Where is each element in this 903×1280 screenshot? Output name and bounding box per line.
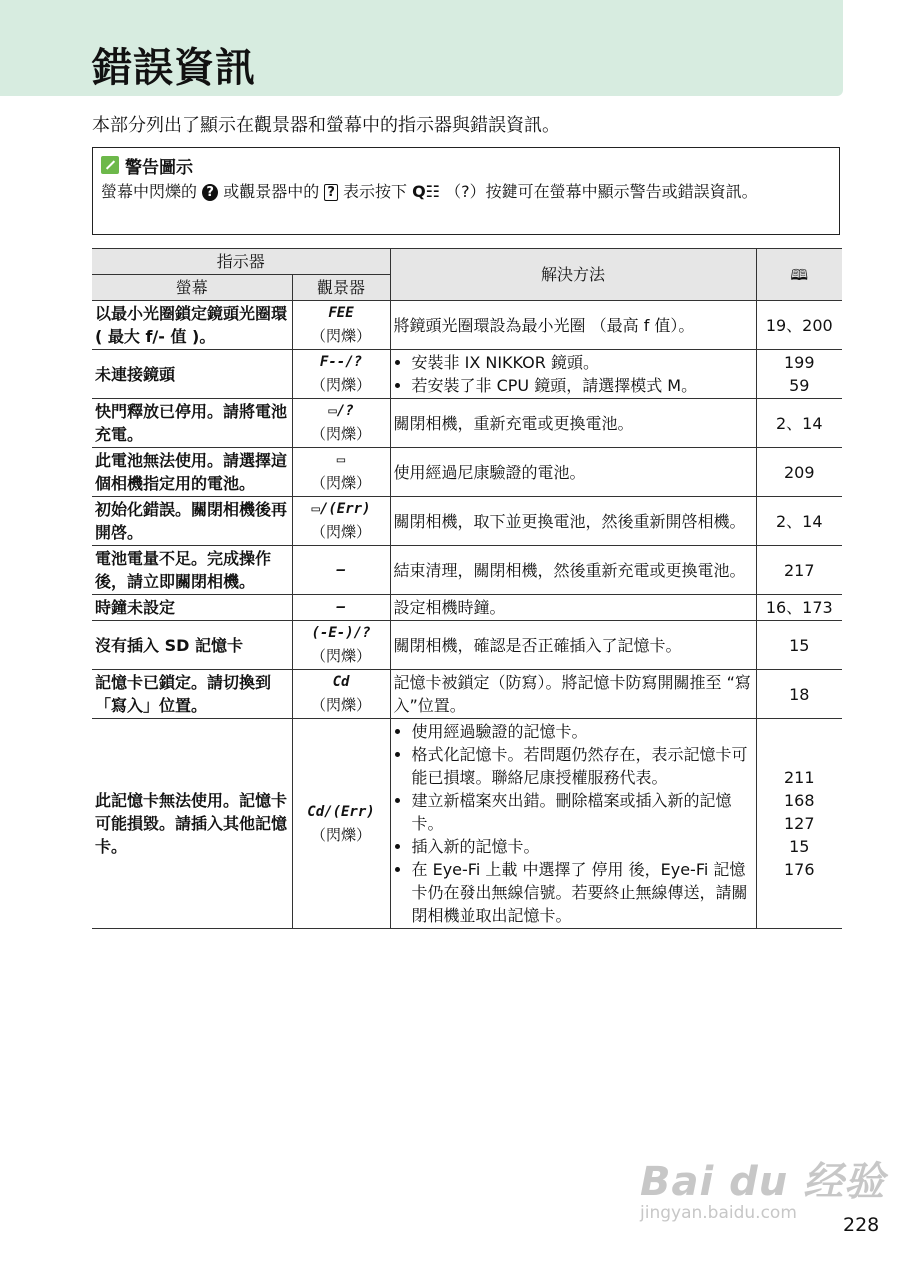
solution-cell: 結束清理，關閉相機，然後重新充電或更換電池。 xyxy=(390,546,756,595)
watermark-url: jingyan.baidu.com xyxy=(640,1203,797,1223)
blink-label: （閃爍） xyxy=(311,523,372,541)
page-number: 228 xyxy=(843,1214,880,1236)
solution-cell: 關閉相機，取下並更換電池，然後重新開啓相機。 xyxy=(390,497,756,546)
help-box-icon: ? xyxy=(324,184,338,201)
viewfinder-indicator xyxy=(292,350,390,399)
blink-label: （閃爍） xyxy=(311,474,372,492)
blink-label: （閃爍） xyxy=(311,425,372,443)
notice-text: （?）按鍵可在螢幕中顯示警告或錯誤資訊。 xyxy=(445,182,758,201)
screen-message: 未連接鏡頭 xyxy=(92,350,292,399)
page-reference xyxy=(756,719,842,929)
screen-message: 此記憶卡無法使用。記憶卡可能損毀。請插入其他記憶卡。 xyxy=(92,719,292,929)
solution-cell: 使用經過尼康驗證的電池。 xyxy=(390,448,756,497)
viewfinder-indicator xyxy=(292,497,390,546)
viewfinder-code: (-E-)/? xyxy=(311,625,371,641)
solution-cell: 將鏡頭光圈環設為最小光圈 （最高 f 值）。 xyxy=(390,301,756,350)
solution-item: • 建立新檔案夾出錯。刪除檔案或插入新的記憶卡。 xyxy=(412,789,753,835)
page-reference: 19、200 xyxy=(756,301,842,350)
solution-cell: 關閉相機，重新充電或更換電池。 xyxy=(390,399,756,448)
solution-cell xyxy=(390,719,756,929)
screen-message: 快門釋放已停用。請將電池充電。 xyxy=(92,399,292,448)
header-indicator: 指示器 xyxy=(92,249,390,275)
viewfinder-code: FEE xyxy=(328,305,354,321)
screen-message: 初始化錯誤。關閉相機後再開啓。 xyxy=(92,497,292,546)
screen-message: 記憶卡已鎖定。請切換到「寫入」位置。 xyxy=(92,670,292,719)
viewfinder-code: ▭ xyxy=(336,452,346,468)
page-ref-item: 211 xyxy=(783,768,815,787)
error-table xyxy=(92,248,842,929)
viewfinder-code: — xyxy=(336,561,346,578)
solution-cell: 記憶卡被鎖定（防寫）。將記憶卡防寫開關推至 “寫入”位置。 xyxy=(390,670,756,719)
viewfinder-code: — xyxy=(336,599,346,615)
zoom-button-icon: Q☷ xyxy=(412,182,441,201)
page-ref-item: 168 xyxy=(783,791,815,810)
table-row xyxy=(92,546,842,595)
table-row xyxy=(92,448,842,497)
page-reference xyxy=(756,350,842,399)
solution-item: • 在 Eye-Fi 上載 中選擇了 停用 後，Eye-Fi 記憶卡仍在發出無線信號。若要終止無線傳送，請關閉相機並取出記憶卡。 xyxy=(412,858,753,927)
screen-message: 沒有插入 SD 記憶卡 xyxy=(92,621,292,670)
blink-label: （閃爍） xyxy=(311,696,372,714)
page-ref-item: 127 xyxy=(783,814,815,833)
table-header-row xyxy=(92,249,842,275)
page-reference: 15 xyxy=(756,621,842,670)
viewfinder-indicator xyxy=(292,670,390,719)
solution-cell: 設定相機時鐘。 xyxy=(390,595,756,621)
page-reference: 217 xyxy=(756,546,842,595)
table-row xyxy=(92,301,842,350)
notice-heading xyxy=(101,153,831,177)
header-solution: 解決方法 xyxy=(390,249,756,301)
notice-text: 表示按下 xyxy=(342,182,407,201)
header-page-icon xyxy=(756,249,842,301)
header-screen: 螢幕 xyxy=(92,275,292,301)
table-row xyxy=(92,621,842,670)
watermark-logo: Bai du 经验 xyxy=(640,1159,886,1205)
page-reference: 2、14 xyxy=(756,399,842,448)
viewfinder-indicator xyxy=(292,301,390,350)
notice-text: 或觀景器中的 xyxy=(223,182,320,201)
viewfinder-code: F--/? xyxy=(319,354,363,370)
page-title: 錯誤資訊 xyxy=(92,45,256,91)
blink-label: （閃爍） xyxy=(311,327,372,345)
solution-item: • 安裝非 IX NIKKOR 鏡頭。 xyxy=(412,351,753,374)
solution-item: • 使用經過驗證的記憶卡。 xyxy=(412,720,753,743)
solution-cell: 關閉相機，確認是否正確插入了記憶卡。 xyxy=(390,621,756,670)
table-row xyxy=(92,595,842,621)
help-circle-icon: ? xyxy=(202,184,218,201)
screen-message: 電池電量不足。完成操作後，請立即關閉相機。 xyxy=(92,546,292,595)
notice-heading-text: 警告圖示 xyxy=(125,157,193,178)
notice-text: 螢幕中閃爍的 xyxy=(101,182,198,201)
viewfinder-code: ▭/? xyxy=(328,403,354,419)
table-row xyxy=(92,719,842,929)
page-reference: 16、173 xyxy=(756,595,842,621)
viewfinder-indicator xyxy=(292,448,390,497)
viewfinder-indicator xyxy=(292,595,390,621)
watermark xyxy=(640,1150,885,1223)
table-row xyxy=(92,670,842,719)
page-ref-item: 199 xyxy=(783,353,815,372)
solution-cell xyxy=(390,350,756,399)
screen-message: 此電池無法使用。請選擇這個相機指定用的電池。 xyxy=(92,448,292,497)
viewfinder-indicator xyxy=(292,621,390,670)
page-reference: 18 xyxy=(756,670,842,719)
solution-item: • 格式化記憶卡。若問題仍然存在，表示記憶卡可能已損壞。聯絡尼康授權服務代表。 xyxy=(412,743,753,789)
intro-text: 本部分列出了顯示在觀景器和螢幕中的指示器與錯誤資訊。 xyxy=(92,115,560,136)
header-viewfinder: 觀景器 xyxy=(292,275,390,301)
pencil-icon xyxy=(101,156,119,174)
viewfinder-code: Cd xyxy=(332,674,350,690)
viewfinder-indicator xyxy=(292,546,390,595)
table-row xyxy=(92,399,842,448)
blink-label: （閃爍） xyxy=(311,647,372,665)
notice-body xyxy=(101,179,831,205)
warning-notice xyxy=(92,147,840,235)
page-reference: 2、14 xyxy=(756,497,842,546)
page-ref-item: 15 xyxy=(789,837,810,856)
blink-label: （閃爍） xyxy=(311,376,372,394)
viewfinder-code: Cd/(Err) xyxy=(307,803,375,820)
viewfinder-indicator xyxy=(292,399,390,448)
viewfinder-code: ▭/(Err) xyxy=(311,501,371,517)
table-row xyxy=(92,350,842,399)
solution-item: • 若安裝了非 CPU 鏡頭，請選擇模式 M。 xyxy=(412,374,753,397)
page-ref-item: 59 xyxy=(789,376,810,395)
book-icon: 🕮 xyxy=(790,265,809,284)
table-row xyxy=(92,497,842,546)
solution-item: • 插入新的記憶卡。 xyxy=(412,835,753,858)
page-ref-item: 176 xyxy=(783,860,815,879)
blink-label: （閃爍） xyxy=(311,825,372,844)
screen-message: 時鐘未設定 xyxy=(92,595,292,621)
viewfinder-indicator xyxy=(292,719,390,929)
page-reference: 209 xyxy=(756,448,842,497)
screen-message: 以最小光圈鎖定鏡頭光圈環 ( 最大 f/- 值 )。 xyxy=(92,301,292,350)
